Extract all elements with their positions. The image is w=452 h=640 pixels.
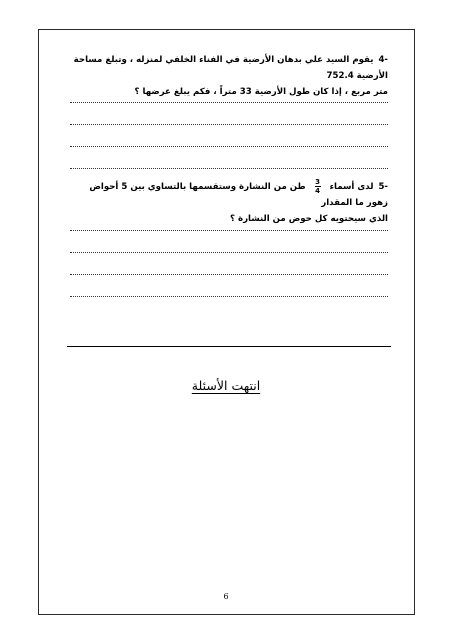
- answer-line[interactable]: [70, 242, 388, 253]
- question-4-number: -4: [378, 55, 388, 65]
- question-5-number: -5: [378, 182, 388, 192]
- end-of-questions-text: انتهت الأسئلة: [191, 378, 261, 393]
- question-5-line-1: [70, 178, 388, 211]
- answer-line[interactable]: [70, 92, 388, 103]
- fraction-numerator: 3: [315, 178, 321, 186]
- question-4-text-1: يقوم السيد علي بدهان الأرضية في الفناء الخلفي لمنزله ، وتبلغ مساحة الأرضية 752.4: [73, 55, 388, 81]
- answer-line[interactable]: [70, 264, 388, 275]
- question-4-line-1: [70, 52, 388, 84]
- answer-line[interactable]: [70, 158, 388, 169]
- question-4-line-2: متر مربع ، إذا كان طول الأرضية 33 متراً ، فكم يبلغ عرضها ؟: [134, 87, 388, 97]
- answer-line[interactable]: [70, 114, 388, 125]
- page-number: 6: [223, 592, 229, 601]
- horizontal-divider: [67, 346, 391, 347]
- question-5-text-before-fraction: لدى أسماء: [329, 182, 374, 192]
- answer-line[interactable]: [70, 220, 388, 231]
- question-5-line-2: الذي سيحتويه كل حوض من النشارة ؟: [230, 214, 388, 224]
- fraction-three-quarters: [315, 178, 321, 195]
- question-5-text-after-fraction: طن من النشارة وستقسمها بالتساوي بين 5 أحواض زهور ما المقدار: [89, 182, 388, 208]
- answer-line[interactable]: [70, 136, 388, 147]
- answer-line[interactable]: [70, 286, 388, 297]
- fraction-denominator: 4: [315, 187, 321, 195]
- end-of-questions: [0, 378, 452, 393]
